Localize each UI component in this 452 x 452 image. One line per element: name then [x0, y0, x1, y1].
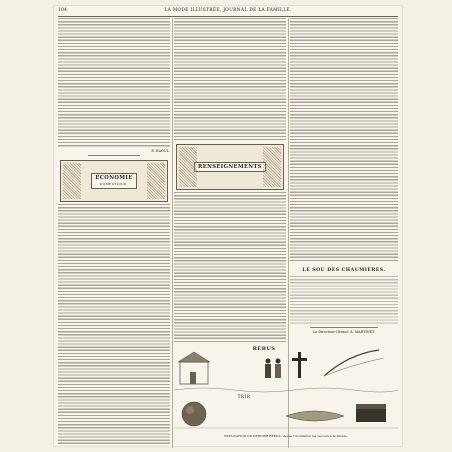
ornament-icon [147, 163, 165, 199]
article-text [174, 18, 286, 140]
article-text [58, 204, 170, 444]
column-rule [172, 18, 173, 448]
page-number: 104 [58, 8, 68, 13]
economie-banner [60, 160, 168, 202]
editor-line: Le Directeur-Gérant: A. MARTINET. [312, 330, 375, 334]
separator [310, 327, 378, 328]
chest-icon [356, 404, 386, 422]
banner-title: RENSEIGNEMENTS [194, 162, 266, 172]
renseignements-banner [176, 144, 284, 190]
ornament-icon [179, 147, 197, 187]
running-head [58, 8, 398, 16]
banner-title [91, 173, 136, 189]
article-text [58, 18, 170, 148]
article-text [290, 18, 398, 262]
journal-title: LA MODE ILLUSTRÉE, JOURNAL DE LA FAMILLE. [164, 8, 292, 13]
plant-icon [324, 350, 384, 376]
banner-title-text: ÉCONOMIE [95, 175, 133, 181]
rebus-word: TRIR [237, 394, 251, 399]
newspaper-page [54, 6, 402, 446]
section-title: LE SOU DES CHAUMIÈRES. [302, 268, 386, 273]
banner-subtitle: DOMESTIQUE. [100, 182, 128, 186]
boat-icon [286, 411, 344, 421]
signature: E. RAOUL. [151, 149, 170, 153]
disk-icon [182, 402, 206, 426]
rebus-drawing [174, 346, 398, 442]
house-icon [178, 352, 210, 384]
article-text [174, 192, 286, 342]
rebus-caption: EXPLICATION DU DERNIER RÉBUS : Après l'inondation les secours à la misère. [224, 434, 348, 438]
separator [88, 155, 140, 156]
figures-icon [265, 359, 281, 379]
subscription-list [290, 276, 398, 324]
ornament-icon [263, 147, 281, 187]
rebus-illustration [174, 346, 398, 442]
cross-icon [292, 352, 307, 378]
rebus-title: RÉBUS [252, 346, 276, 352]
ornament-icon [63, 163, 81, 199]
head-rule [58, 16, 398, 17]
